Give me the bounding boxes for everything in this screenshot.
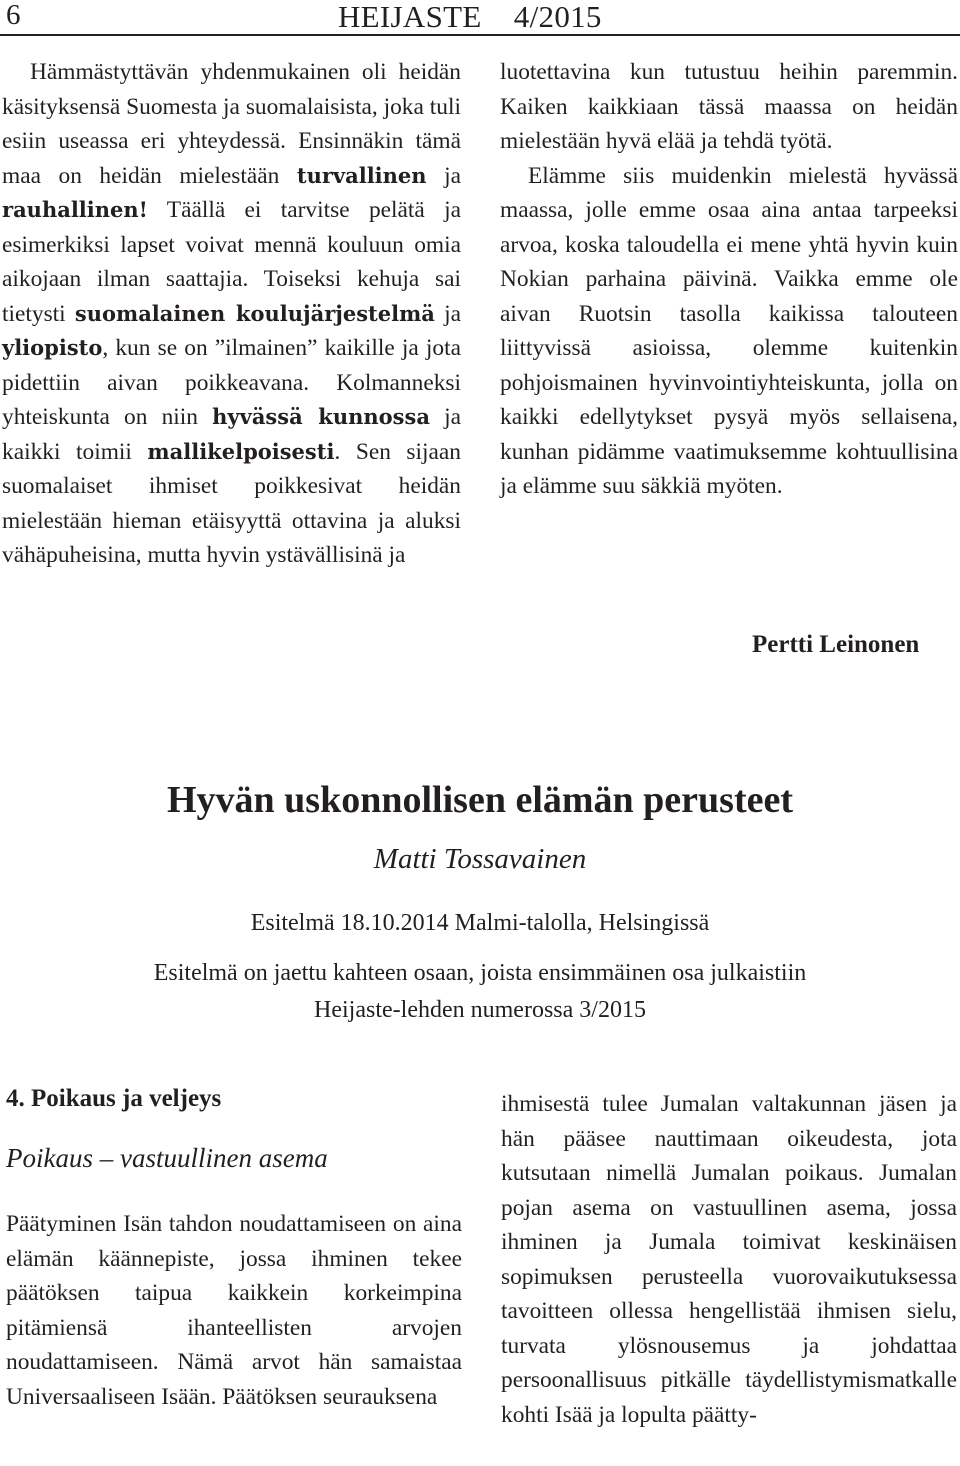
lecture-info: Esitelmä 18.10.2014 Malmi-talolla, Helsingissä <box>250 910 710 936</box>
article2-paragraph-1: Päätyminen Isän tahdon noudattamiseen on aina elämän käännepiste, jossa ihminen tekee päätöksen taipua kaikkein korkeimpina pitämiensä ihanteellisten arvojen noudattamiseen. Nämä arvot hän samaistaa Universaaliseen Isään. Päätöksen seurauksena <box>6 1211 462 1410</box>
article-author: Matti Tossavainen <box>373 843 587 875</box>
article1-signature: Pertti Leinonen <box>752 631 920 658</box>
article1-column-1 <box>2 55 461 573</box>
subsection-heading: Poikaus – vastuullinen asema <box>6 1143 328 1173</box>
article2-column-1 <box>6 1207 462 1414</box>
header-rule <box>0 34 960 36</box>
page-number: 6 <box>6 0 21 31</box>
article2-column-2 <box>501 1087 957 1432</box>
page-header <box>0 0 960 38</box>
article1-column-2 <box>500 55 958 504</box>
publication-note-line-2: Heijaste-lehden numerossa 3/2015 <box>314 997 646 1023</box>
article2-paragraph-1-cont: ihmisestä tulee Jumalan valtakunnan jäsen ja hän pääsee nauttimaan oikeudesta, jota kutsutaan nimellä Jumalan poikaus. Jumalan pojan asema on vastuullinen asema, jossa ihminen ja Jumala toimivat keskinäisen sopimuksen perusteella vuorovaikutuksessa tavoitteen ollessa hengellistää ihmisen sielu, turvata ylösnousemus ja johdattaa persoonallisuus pitkälle täydellistymismatkalle kohti Isää ja lopulta päätty- <box>501 1091 957 1428</box>
article-title: Hyvän uskonnollisen elämän perusteet <box>166 779 794 821</box>
journal-issue: HEIJASTE 4/2015 <box>338 0 602 34</box>
publication-note <box>0 955 960 1029</box>
article1-paragraph-1-cont: luotettavina kun tutustuu heihin paremmin. Kaiken kaikkiaan tässä maassa on heidän mielestään hyvä elää ja tehdä työtä. <box>500 59 958 154</box>
article1-paragraph-1: Hämmästyttävän yhdenmukainen oli heidän käsityksensä Suomesta ja suomalaisista, joka tuli esiin useassa eri yhteydessä. Ensinnäkin tämä maa on heidän mielestään turvallinen ja rauhallinen! Täällä ei tarvitse pelätä ja esimerkiksi lapset voivat mennä kouluun omia aikojaan ilman saattajia. Toiseksi kehuja sai tietysti suomalainen koulujärjestelmä ja yliopisto, kun se on ”ilmainen” kaikille ja jota pidettiin aivan poikkeavana. Kolmanneksi yhteiskunta on niin hyvässä kunnossa ja kaikki toimii mallikelpoisesti. Sen sijaan suomalaiset ihmiset poikkesivat heidän mielestään hieman etäisyyttä ottavina ja aluksi vähäpuheisina, mutta hyvin ystävällisinä ja <box>2 59 461 568</box>
section-heading: 4. Poikaus ja veljeys <box>6 1085 222 1112</box>
article1-paragraph-2: Elämme siis muidenkin mielestä hyvässä maassa, jolle emme osaa aina antaa tarpeeksi arvoa, koska taloudella ei mene yhtä hyvin kuin Nokian parhaina päivinä. Vaikka emme ole aivan Ruotsin tasolla kaikissa talouteen liittyvissä asioissa, olemme kuitenkin pohjoismainen hyvinvointiyhteiskunta, jolla on kaikki edellytykset pysyä myös sellaisena, kunhan pidämme vaatimuksemme kohtuullisina ja elämme suu säkkiä myöten. <box>500 162 958 499</box>
publication-note-line-1: Esitelmä on jaettu kahteen osaan, joista ensimmäinen osa julkaistiin <box>153 960 807 986</box>
